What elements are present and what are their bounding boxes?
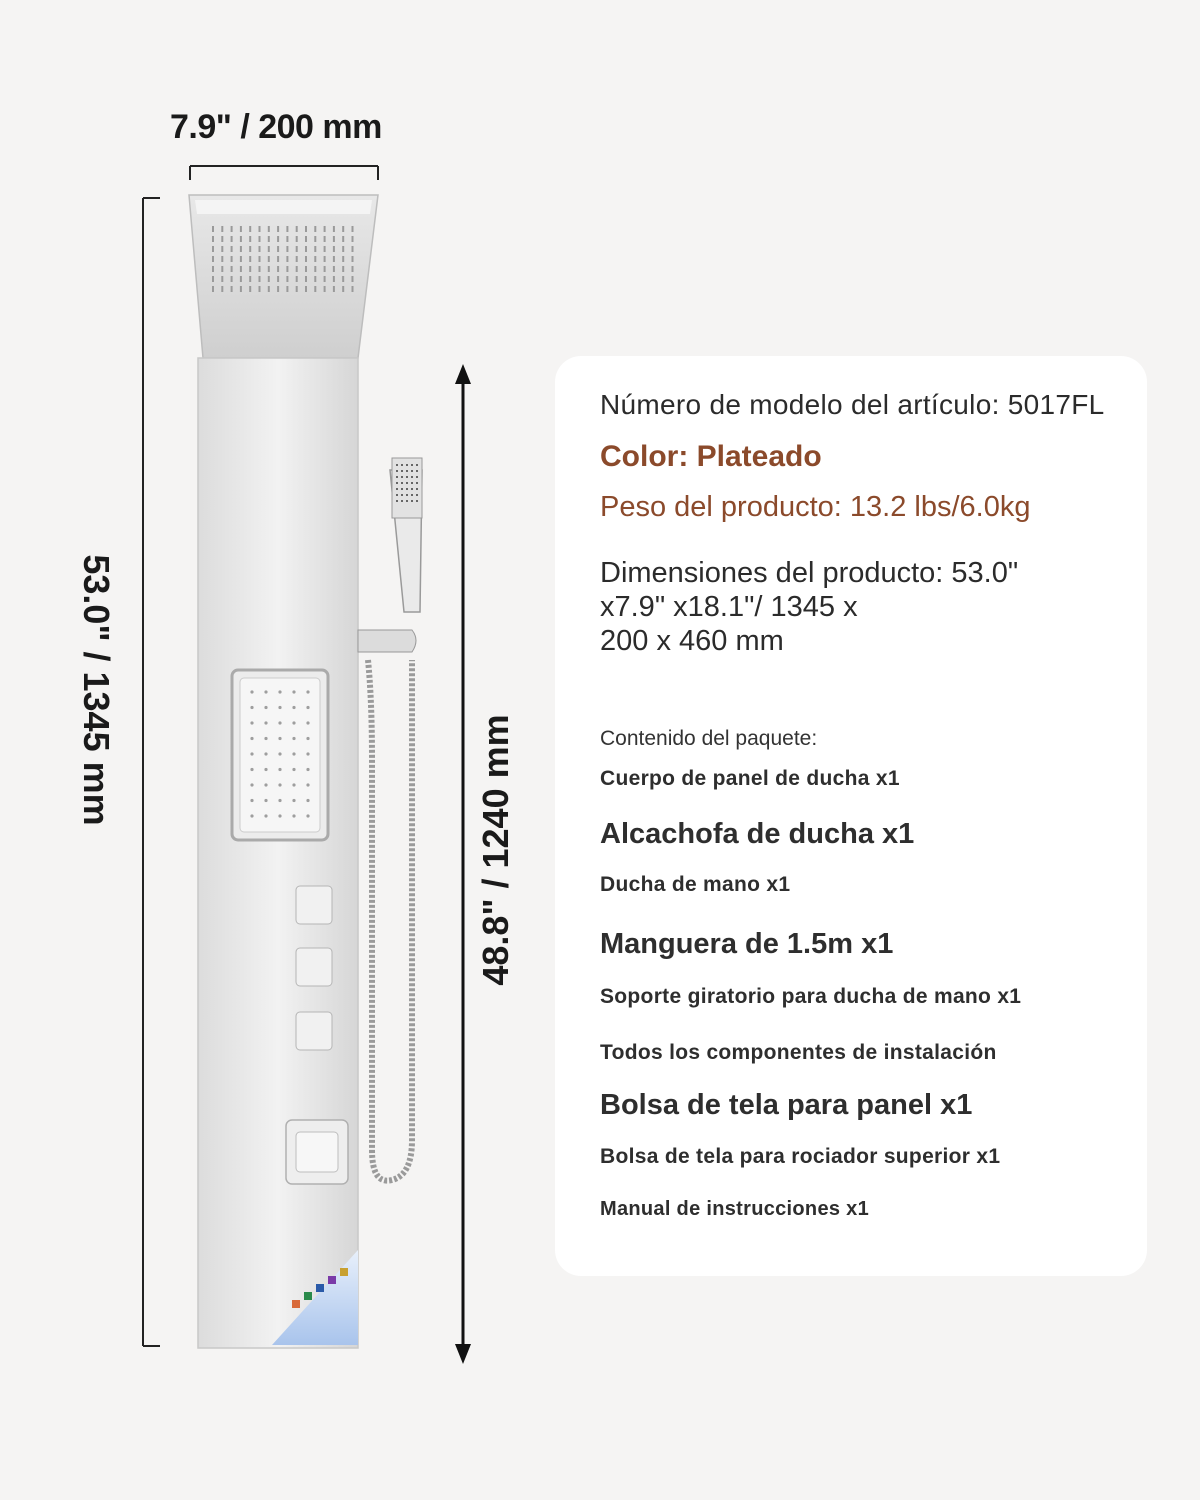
panel-height-label: 48.8" / 1240 mm: [475, 714, 516, 986]
panel-body: [198, 358, 358, 1348]
list-item: Manguera de 1.5m x1: [600, 928, 894, 960]
list-item: Bolsa de tela para panel x1: [600, 1089, 973, 1121]
width-dimension-bracket: [190, 166, 378, 180]
dimensions-line: Dimensiones del producto: 53.0": [600, 557, 1019, 589]
color-spec: Color: Plateado: [600, 440, 822, 473]
model-number: Número de modelo del artículo: 5017FL: [600, 389, 1105, 420]
package-title: Contenido del paquete:: [600, 727, 818, 750]
list-item: Todos los componentes de instalación: [600, 1041, 997, 1064]
hand-shower: [358, 458, 422, 1181]
list-item: Alcachofa de ducha x1: [600, 818, 915, 850]
height-label: 53.0" / 1345 mm: [76, 554, 117, 826]
width-label: 7.9" / 200 mm: [170, 108, 382, 146]
list-item: Manual de instrucciones x1: [600, 1198, 869, 1220]
dimensions-line: 200 x 460 mm: [600, 625, 784, 657]
dimensions-line: x7.9" x18.1"/ 1345 x: [600, 591, 858, 623]
height-dimension-bracket: [143, 198, 160, 1346]
list-item: Bolsa de tela para rociador superior x1: [600, 1145, 1001, 1168]
weight-spec: Peso del producto: 13.2 lbs/6.0kg: [600, 491, 1031, 523]
list-item: Ducha de mano x1: [600, 873, 791, 896]
panel-height-arrow: [455, 364, 471, 1364]
dimensions-spec: [600, 556, 1120, 658]
rain-shower-head: [189, 195, 378, 358]
list-item: Soporte giratorio para ducha de mano x1: [600, 985, 1022, 1008]
list-item: Cuerpo de panel de ducha x1: [600, 767, 900, 790]
